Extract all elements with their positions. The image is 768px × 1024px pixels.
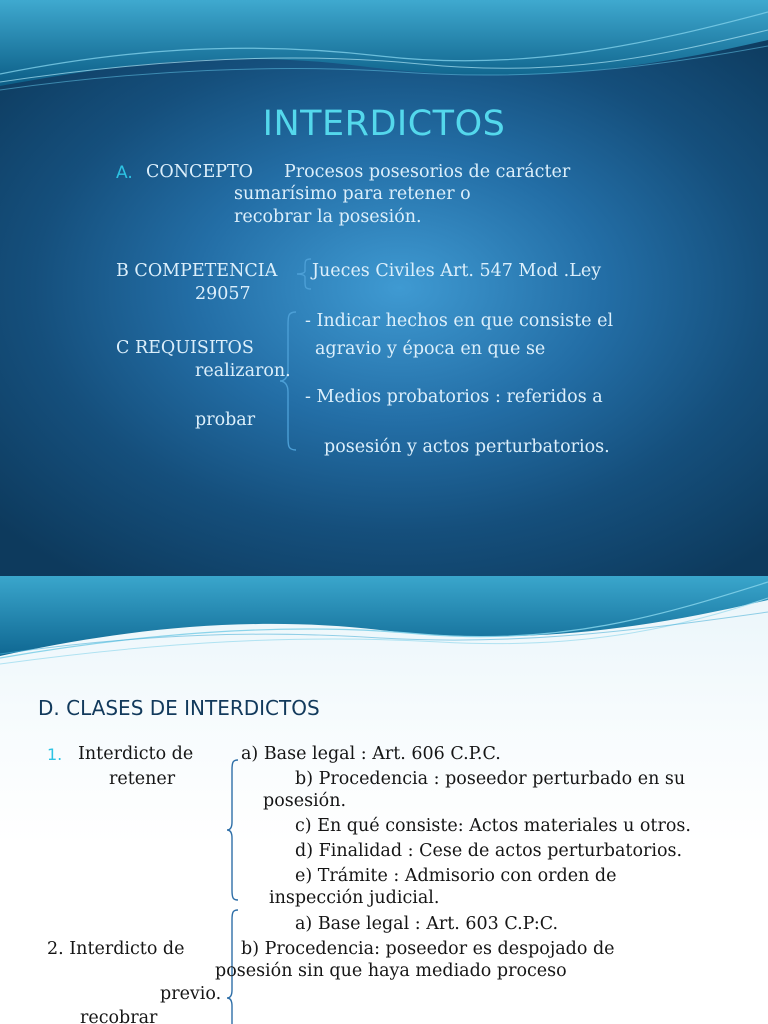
concepto-line1: Procesos posesorios de carácter <box>284 162 571 182</box>
top-wave-decoration <box>0 0 768 100</box>
requisitos-line6: posesión y actos perturbatorios. <box>324 437 610 457</box>
competencia-text: Jueces Civiles Art. 547 Mod .Ley <box>312 261 602 281</box>
concepto-label: CONCEPTO <box>146 162 254 182</box>
item2-a: a) Base legal : Art. 603 C.P:C. <box>295 914 559 934</box>
item1-e2: inspección judicial. <box>269 888 440 908</box>
requisitos-line1: - Indicar hechos en que consiste el <box>305 311 614 331</box>
requisitos-label: C REQUISITOS <box>116 338 254 358</box>
requisitos-line3: realizaron. <box>195 361 291 381</box>
top-wave-decoration <box>0 576 768 668</box>
item1-a: a) Base legal : Art. 606 C.P.C. <box>241 744 501 764</box>
item1-b: b) Procedencia : poseedor perturbado en su <box>295 769 686 789</box>
section-heading: D. CLASES DE INTERDICTOS <box>38 696 320 720</box>
concepto-line2: sumarísimo para retener o <box>234 184 471 204</box>
item1-brace <box>226 758 240 902</box>
requisitos-line2: agravio y época en que se <box>315 339 546 359</box>
slide-title: INTERDICTOS <box>262 104 506 144</box>
item1-number: 1. <box>47 745 63 764</box>
item1-label-line1: Interdicto de <box>78 744 194 764</box>
concepto-line3: recobrar la posesión. <box>234 207 422 227</box>
requisitos-brace <box>278 310 300 452</box>
slide-clases-interdictos <box>0 576 768 1024</box>
item2-b2: posesión sin que haya mediado proceso <box>215 961 567 981</box>
item1-e: e) Trámite : Admisorio con orden de <box>295 866 617 886</box>
competencia-label: B COMPETENCIA <box>116 261 278 281</box>
item2-label-line1: 2. Interdicto de <box>47 939 185 959</box>
requisitos-line4: - Medios probatorios : referidos a <box>305 387 603 407</box>
item1-d: d) Finalidad : Cese de actos perturbatorios. <box>295 841 683 861</box>
competencia-text2: 29057 <box>195 284 251 304</box>
concepto-marker: A. <box>116 163 133 183</box>
item1-c: c) En qué consiste: Actos materiales u otros. <box>295 816 691 836</box>
requisitos-line5: probar <box>195 410 256 430</box>
item2-b3: previo. <box>160 984 222 1004</box>
item2-label-line2: recobrar <box>80 1008 158 1024</box>
item1-label-line2: retener <box>109 769 176 789</box>
item1-b2: posesión. <box>263 791 347 811</box>
item2-b: b) Procedencia: poseedor es despojado de <box>241 939 615 959</box>
